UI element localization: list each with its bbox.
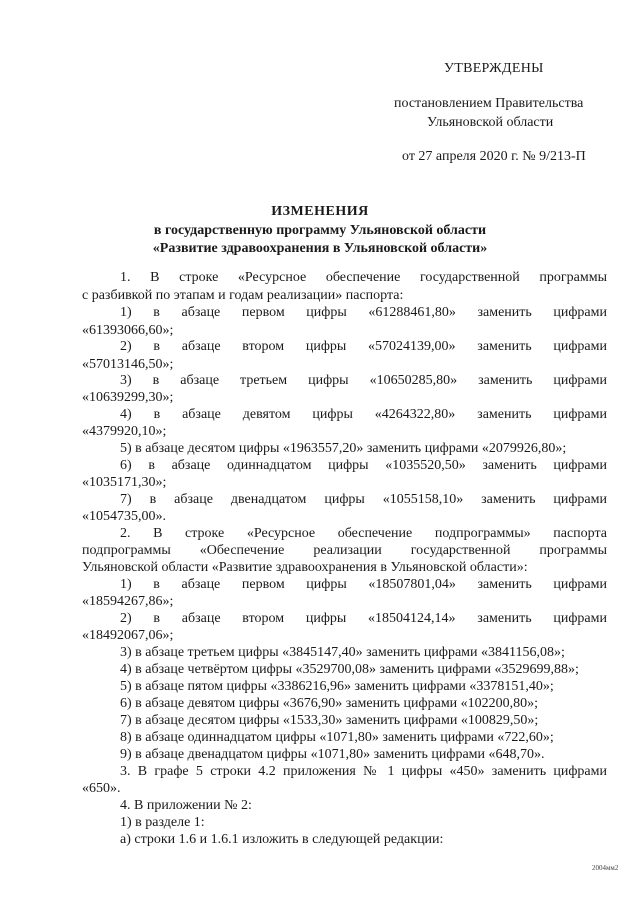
body-line: 7) в абзаце десятом цифры «1533,30» заменить цифрами «100829,50»; [120, 713, 539, 728]
body-line: с разбивкой по этапам и годам реализации» паспорта: [82, 288, 404, 303]
approval-date-number: от 27 апреля 2020 г. № 9/213-П [402, 149, 586, 164]
body-line: 5) в абзаце десятом цифры «1963557,20» заменить цифрами «2079926,80»; [120, 441, 567, 456]
body-line: 7) в абзаце двенадцатом цифры «1055158,10» заменить цифрами [120, 492, 607, 507]
body-line: 4) в абзаце девятом цифры «4264322,80» заменить цифрами [120, 407, 607, 422]
body-line: 1) в абзаце первом цифры «18507801,04» заменить цифрами [120, 577, 607, 592]
body-line: 1) в абзаце первом цифры «61288461,80» заменить цифрами [120, 305, 607, 320]
body-line: 8) в абзаце одиннадцатом цифры «1071,80» заменить цифрами «722,60»; [120, 730, 554, 745]
body-line: 5) в абзаце пятом цифры «3386216,96» заменить цифрами «3378151,40»; [120, 679, 554, 694]
body-line: 6) в абзаце девятом цифры «3676,90» заменить цифрами «102200,80»; [120, 696, 539, 711]
body-line: «18492067,06»; [82, 628, 174, 643]
body-line: 3. В графе 5 строки 4.2 приложения № 1 цифры «450» заменить цифрами [120, 764, 607, 779]
title-heading: ИЗМЕНЕНИЯ [271, 204, 369, 219]
body-line: «57013146,50»; [82, 357, 174, 372]
body-line: «10639299,30»; [82, 390, 174, 405]
body-line: 6) в абзаце одиннадцатом цифры «1035520,50» заменить цифрами [120, 458, 607, 473]
footer-code: 2004мм2 [592, 864, 619, 872]
approved-by-line2: Ульяновской области [427, 115, 554, 130]
body-line: «4379920,10»; [82, 424, 167, 439]
body-line: Ульяновской области «Развитие здравоохранения в Ульяновской области»: [82, 560, 528, 575]
body-line: 3) в абзаце третьем цифры «3845147,40» заменить цифрами «3841156,08»; [120, 645, 565, 660]
body-line: 4) в абзаце четвёртом цифры «3529700,08» заменить цифрами «3529699,88»; [120, 662, 579, 677]
body-line: «1035171,30»; [82, 475, 167, 490]
body-line: «18594267,86»; [82, 594, 174, 609]
body-line: «61393066,60»; [82, 323, 174, 338]
body-line: 2. В строке «Ресурсное обеспечение подпрограммы» паспорта [120, 526, 607, 541]
body-line: 1) в разделе 1: [120, 815, 205, 830]
body-line: 9) в абзаце двенадцатом цифры «1071,80» заменить цифрами «648,70». [120, 747, 545, 762]
body-line: 4. В приложении № 2: [120, 798, 252, 813]
body-line: 1. В строке «Ресурсное обеспечение государственной программы [120, 270, 607, 285]
approved-by-line1: постановлением Правительства [394, 96, 584, 111]
body-line: «1054735,00». [82, 509, 166, 524]
body-line: 3) в абзаце третьем цифры «10650285,80» заменить цифрами [120, 373, 607, 388]
title-line2: в государственную программу Ульяновской области [153, 223, 487, 238]
approved-label: УТВЕРЖДЕНЫ [444, 61, 544, 76]
body-line: 2) в абзаце втором цифры «57024139,00» заменить цифрами [120, 339, 607, 354]
body-line: «650». [82, 781, 121, 796]
body-line: 2) в абзаце втором цифры «18504124,14» заменить цифрами [120, 611, 607, 626]
title-line3: «Развитие здравоохранения в Ульяновской области» [152, 241, 488, 256]
body-line: а) строки 1.6 и 1.6.1 изложить в следующей редакции: [120, 832, 444, 847]
body-line: подпрограммы «Обеспечение реализации государственной программы [82, 543, 607, 558]
